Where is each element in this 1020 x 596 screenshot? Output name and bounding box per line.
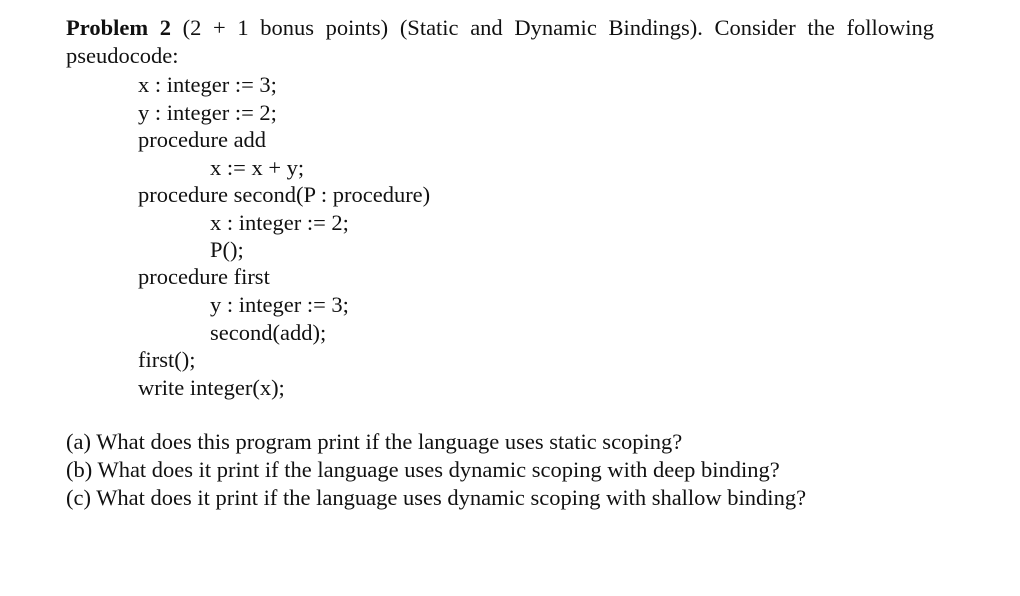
code-line-4: x := x + y; bbox=[210, 155, 305, 180]
problem-intro: Consider the following bbox=[714, 15, 935, 40]
question-b: (b) What does it print if the language uses dynamic scoping with deep binding? bbox=[66, 457, 780, 482]
code-line-12: write integer(x); bbox=[138, 375, 285, 400]
problem-topic: (Static and Dynamic Bindings). bbox=[399, 15, 703, 40]
code-line-9: y : integer := 3; bbox=[210, 292, 349, 317]
code-line-10: second(add); bbox=[210, 320, 327, 345]
code-line-8: procedure first bbox=[138, 264, 270, 289]
code-line-11: first(); bbox=[138, 347, 196, 372]
problem-points: (2 + 1 bonus points) bbox=[182, 15, 389, 40]
code-line-2: y : integer := 2; bbox=[138, 100, 277, 125]
code-line-1: x : integer := 3; bbox=[138, 72, 277, 97]
question-c: (c) What does it print if the language uses dynamic scoping with shallow binding? bbox=[66, 485, 807, 510]
code-line-6: x : integer := 2; bbox=[210, 210, 349, 235]
problem-label: Problem 2 bbox=[66, 15, 171, 40]
code-line-7: P(); bbox=[210, 237, 244, 262]
problem-heading bbox=[66, 14, 934, 41]
question-a: (a) What does this program print if the language uses static scoping? bbox=[66, 429, 683, 454]
code-line-3: procedure add bbox=[138, 127, 267, 152]
problem-intro-continued: pseudocode: bbox=[66, 43, 179, 68]
code-line-5: procedure second(P : procedure) bbox=[138, 182, 431, 207]
